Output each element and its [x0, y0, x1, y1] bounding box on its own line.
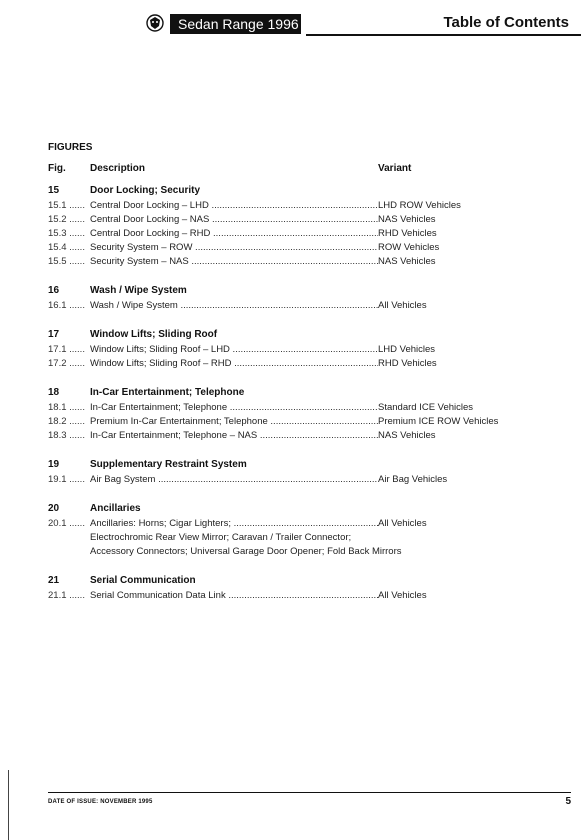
figure-section — [48, 503, 568, 559]
figure-entry — [48, 473, 568, 487]
page-number: 5 — [565, 796, 571, 807]
section-gap — [48, 559, 568, 569]
figure-number: 17.1 ...... — [48, 344, 85, 355]
description-continuation: Accessory Connectors; Universal Garage Door Opener; Fold Back Mirrors — [90, 546, 402, 557]
figure-description: Ancillaries: Horns; Cigar Lighters; ..... — [90, 517, 378, 531]
figure-description: In-Car Entertainment; Telephone ..... — [90, 401, 378, 415]
page-header — [0, 0, 581, 40]
figure-number: 17.2 ...... — [48, 358, 85, 369]
sections-container — [48, 185, 568, 603]
description-continuation: Electrochromic Rear View Mirror; Caravan / Trailer Connector; — [90, 532, 352, 543]
figure-description: Air Bag System ..... — [90, 473, 378, 487]
section-heading: Table of Contents — [443, 14, 569, 31]
date-of-issue: DATE OF ISSUE: NOVEMBER 1995 — [48, 799, 153, 805]
figure-number: 15.1 ...... — [48, 200, 85, 211]
figure-variant: Premium ICE ROW Vehicles — [378, 416, 499, 427]
jaguar-emblem-icon — [146, 14, 164, 32]
figure-variant: All Vehicles — [378, 300, 427, 311]
section-title: Ancillaries — [90, 503, 141, 514]
figure-description: Central Door Locking – RHD ..... — [90, 227, 378, 241]
figure-variant: LHD ROW Vehicles — [378, 200, 461, 211]
section-heading — [48, 185, 568, 199]
figure-section — [48, 387, 568, 443]
col-variant: Variant — [378, 163, 412, 174]
figures-title: FIGURES — [48, 142, 93, 153]
footer-rule — [48, 792, 571, 793]
section-gap — [48, 269, 568, 279]
figure-variant: ROW Vehicles — [378, 242, 440, 253]
section-title: In-Car Entertainment; Telephone — [90, 387, 245, 398]
figure-number: 15.4 ...... — [48, 242, 85, 253]
figure-variant: All Vehicles — [378, 518, 427, 529]
section-number: 20 — [48, 503, 60, 514]
figure-variant: All Vehicles — [378, 590, 427, 601]
section-number: 21 — [48, 575, 60, 586]
header-rule — [306, 34, 581, 36]
section-title: Window Lifts; Sliding Roof — [90, 329, 218, 340]
figure-number: 18.1 ...... — [48, 402, 85, 413]
figure-number: 18.3 ...... — [48, 430, 85, 441]
figure-entry — [48, 213, 568, 227]
figure-variant: Air Bag Vehicles — [378, 474, 448, 485]
figure-section — [48, 329, 568, 371]
section-number: 17 — [48, 329, 60, 340]
section-title: Supplementary Restraint System — [90, 459, 247, 470]
figure-entry — [48, 241, 568, 255]
figure-entry — [48, 343, 568, 357]
scan-edge-mark — [8, 770, 9, 840]
section-heading — [48, 387, 568, 401]
figure-description: Serial Communication Data Link ..... — [90, 589, 378, 603]
figure-description: Premium In-Car Entertainment; Telephone ..... — [90, 415, 378, 429]
figure-description: Central Door Locking – NAS ..... — [90, 213, 378, 227]
section-title: Serial Communication — [90, 575, 196, 586]
figure-section — [48, 459, 568, 487]
section-gap — [48, 371, 568, 381]
figures-list — [48, 142, 568, 603]
figure-description: Window Lifts; Sliding Roof – LHD ..... — [90, 343, 378, 357]
col-fig: Fig. — [48, 163, 66, 174]
figure-entry — [48, 255, 568, 269]
figure-description: Central Door Locking – LHD ..... — [90, 199, 378, 213]
figure-entry — [48, 429, 568, 443]
figure-variant: RHD Vehicles — [378, 228, 437, 239]
section-number: 15 — [48, 185, 60, 196]
figure-description: Window Lifts; Sliding Roof – RHD ..... — [90, 357, 378, 371]
column-headers — [48, 163, 568, 179]
section-heading — [48, 285, 568, 299]
figure-entry — [48, 401, 568, 415]
figure-entry — [48, 227, 568, 241]
figure-description: Security System – NAS ..... — [90, 255, 378, 269]
section-gap — [48, 443, 568, 453]
figure-variant: NAS Vehicles — [378, 430, 436, 441]
figure-number: 15.3 ...... — [48, 228, 85, 239]
figure-number: 19.1 ...... — [48, 474, 85, 485]
figure-number: 15.5 ...... — [48, 256, 85, 267]
section-heading — [48, 459, 568, 473]
figure-section — [48, 285, 568, 313]
figure-number: 20.1 ...... — [48, 518, 85, 529]
figure-variant: NAS Vehicles — [378, 256, 436, 267]
col-description: Description — [90, 163, 146, 174]
section-gap — [48, 313, 568, 323]
figure-section — [48, 575, 568, 603]
section-number: 18 — [48, 387, 60, 398]
figure-number: 15.2 ...... — [48, 214, 85, 225]
figure-number: 21.1 ...... — [48, 590, 85, 601]
section-gap — [48, 487, 568, 497]
figure-entry — [48, 517, 568, 531]
section-number: 19 — [48, 459, 60, 470]
range-title: Sedan Range 1996 — [170, 14, 301, 34]
figure-number: 16.1 ...... — [48, 300, 85, 311]
figure-section — [48, 185, 568, 269]
figure-entry — [48, 357, 568, 371]
figure-entry — [48, 589, 568, 603]
figure-variant: NAS Vehicles — [378, 214, 436, 225]
figure-variant: RHD Vehicles — [378, 358, 437, 369]
figure-entry — [48, 299, 568, 313]
figure-variant: Standard ICE Vehicles — [378, 402, 474, 413]
figure-description: Security System – ROW ..... — [90, 241, 378, 255]
section-title: Wash / Wipe System — [90, 285, 187, 296]
figure-number: 18.2 ...... — [48, 416, 85, 427]
section-heading — [48, 329, 568, 343]
figure-variant: LHD Vehicles — [378, 344, 436, 355]
figure-description: In-Car Entertainment; Telephone – NAS ..... — [90, 429, 378, 443]
figure-entry — [48, 199, 568, 213]
section-number: 16 — [48, 285, 60, 296]
section-heading — [48, 575, 568, 589]
figure-entry — [48, 415, 568, 429]
figure-description: Wash / Wipe System ..... — [90, 299, 378, 313]
section-heading — [48, 503, 568, 517]
section-title: Door Locking; Security — [90, 185, 201, 196]
